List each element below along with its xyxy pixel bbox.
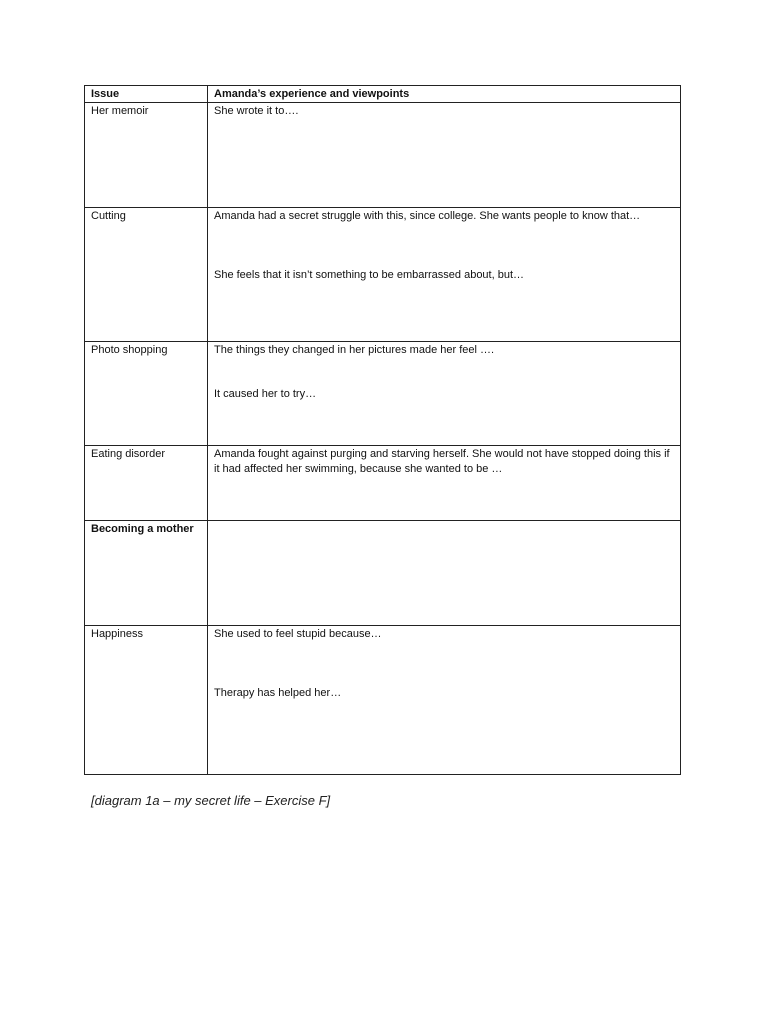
response-text: Amanda had a secret struggle with this, since college. She wants people to know that…: [214, 210, 641, 222]
response-cell[interactable]: [208, 521, 681, 626]
header-row: [85, 86, 681, 103]
worksheet-table: [84, 85, 681, 775]
table-row: [85, 103, 681, 208]
issue-cell: Photo shopping: [85, 342, 208, 446]
response-cell[interactable]: [208, 626, 681, 775]
issue-cell: Eating disorder: [85, 446, 208, 521]
diagram-caption: [diagram 1a – my secret life – Exercise F]: [91, 793, 331, 808]
response-text: Therapy has helped her…: [214, 687, 342, 699]
table-row: [85, 626, 681, 775]
issue-cell: Happiness: [85, 626, 208, 775]
table-row: [85, 342, 681, 446]
response-text: She used to feel stupid because…: [214, 628, 382, 640]
response-text: The things they changed in her pictures made her feel ….: [214, 344, 495, 356]
response-text: Amanda fought against purging and starving herself. She would not have stopped doing this if it had affected her swimming, because she wanted to be …: [214, 448, 673, 475]
header-experience: Amanda’s experience and viewpoints: [208, 86, 681, 103]
header-issue: Issue: [85, 86, 208, 103]
response-text: It caused her to try…: [214, 388, 317, 400]
table-row: [85, 446, 681, 521]
table-row: [85, 208, 681, 342]
issue-cell: Her memoir: [85, 103, 208, 208]
response-text: She feels that it isn’t something to be embarrassed about, but…: [214, 269, 525, 281]
response-text: She wrote it to….: [214, 105, 299, 117]
issue-cell: Cutting: [85, 208, 208, 342]
response-cell[interactable]: [208, 446, 681, 521]
response-cell[interactable]: [208, 342, 681, 446]
issue-cell: Becoming a mother: [85, 521, 208, 626]
table-row: [85, 521, 681, 626]
response-cell[interactable]: [208, 103, 681, 208]
response-cell[interactable]: [208, 208, 681, 342]
